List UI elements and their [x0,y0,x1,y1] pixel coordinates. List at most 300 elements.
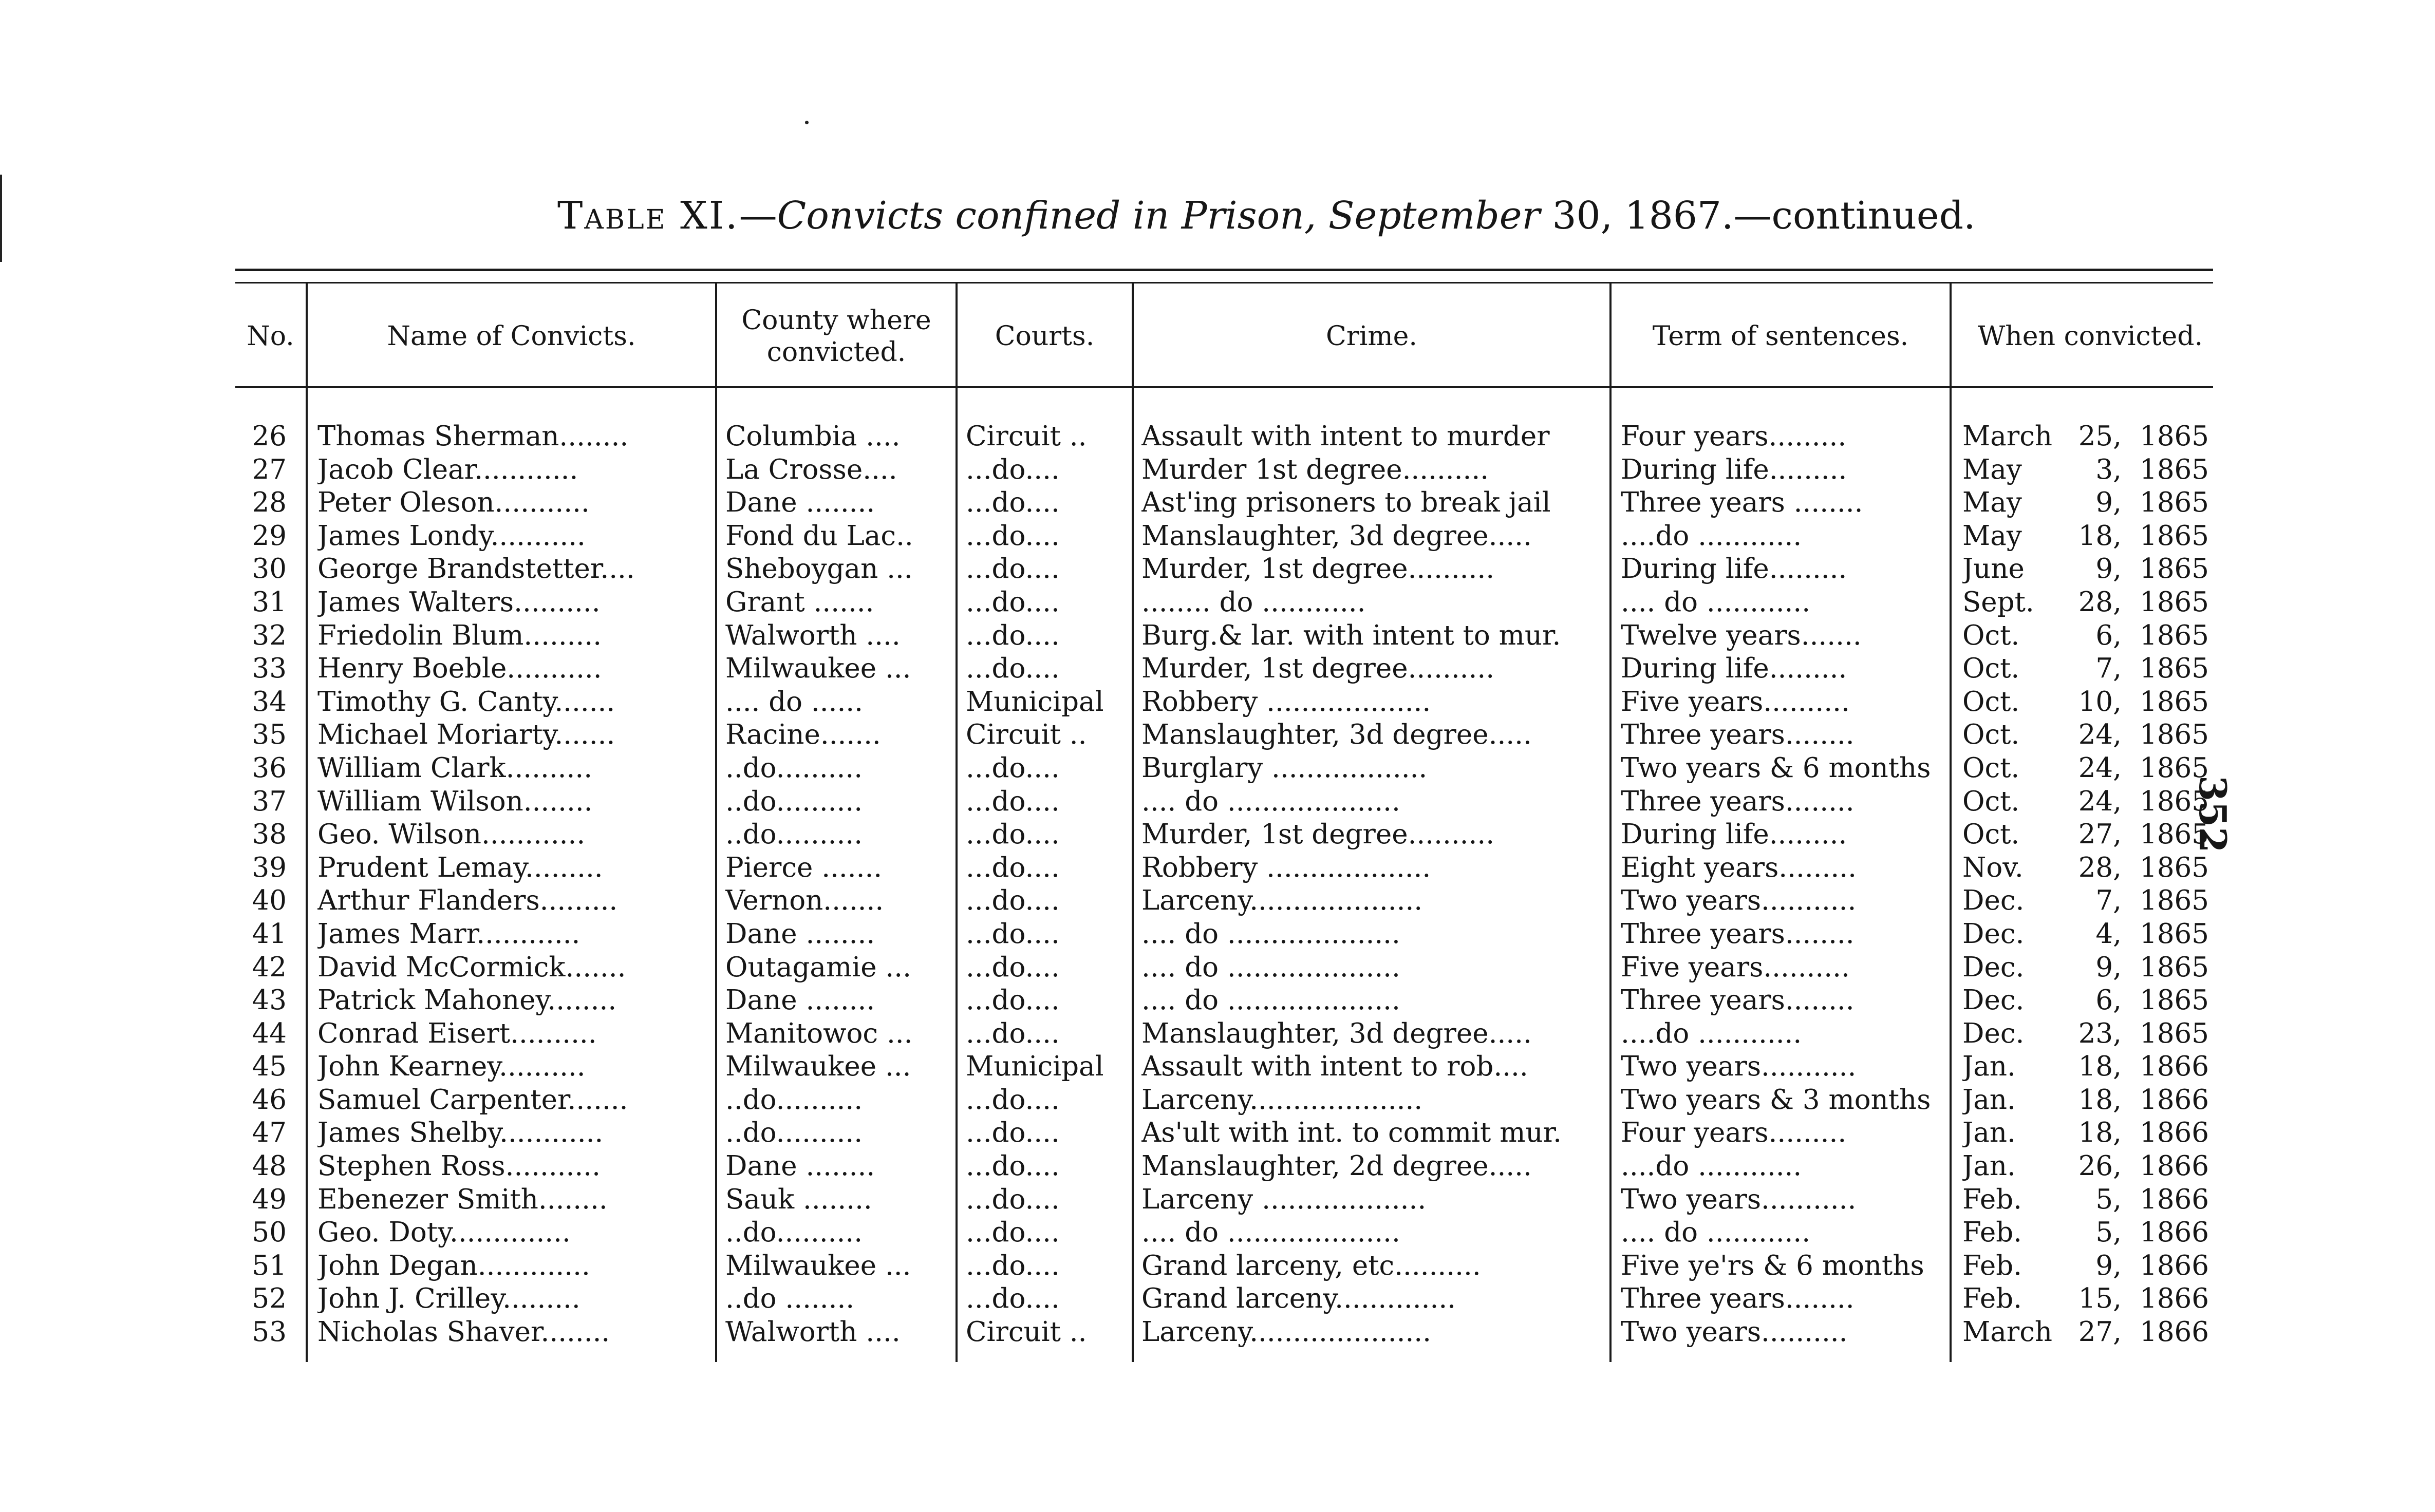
table-row [0,852,2435,885]
court: ...do.... [966,1117,1060,1149]
conviction-date [1962,553,2230,585]
row-number: 42 [252,951,287,983]
sentence-term: ....do ............ [1621,520,1802,552]
court: ...do.... [966,1183,1060,1215]
header-when: When convicted. [1977,321,2203,352]
title-subtitle: Convicts confined in Prison, September [777,194,1540,238]
county: Dane ........ [725,985,875,1016]
scan-margin-mark [0,175,2,262]
conviction-date [1962,984,2230,1017]
conviction-date [1962,852,2230,884]
row-number: 46 [252,1084,287,1116]
convict-name: Thomas Sherman........ [317,421,629,452]
conviction-date [1962,785,2230,818]
sentence-term: Two years........... [1621,1183,1857,1215]
convict-name: William Wilson........ [317,785,593,817]
crime: .... do .................... [1141,918,1400,950]
county: Milwaukee ... [725,1051,911,1083]
conviction-date [1962,884,2230,917]
crime: Manslaughter, 2d degree..... [1141,1150,1532,1182]
sentence-term: Three years ........ [1621,487,1863,519]
table-row [0,486,2435,520]
conviction-year: 1865 [2140,819,2209,850]
convict-name: James Londy........... [317,520,586,552]
conviction-month: Oct. [1962,619,2020,651]
conviction-year: 1866 [2140,1217,2209,1249]
table-row [0,652,2435,686]
sentence-term: Three years........ [1621,1283,1855,1315]
conviction-date [1962,1050,2230,1083]
county: Dane ........ [725,487,875,519]
conviction-day: 18, [2078,1051,2122,1083]
table-row [0,984,2435,1017]
county: Manitowoc ... [725,1017,913,1049]
conviction-month: Sept. [1962,586,2034,618]
conviction-day: 23, [2078,1017,2122,1049]
conviction-month: Oct. [1962,752,2020,784]
conviction-day: 28, [2078,586,2122,618]
county: Milwaukee ... [725,653,911,685]
court: ...do.... [966,1250,1060,1281]
row-number: 53 [252,1316,287,1348]
conviction-day: 27, [2078,1316,2122,1348]
conviction-year: 1865 [2140,586,2209,618]
sentence-term: .... do ............ [1621,1217,1811,1249]
row-number: 43 [252,985,287,1016]
conviction-year: 1865 [2140,785,2209,817]
conviction-day: 18, [2078,1084,2122,1116]
convict-name: Samuel Carpenter....... [317,1084,628,1116]
county: Outagamie ... [725,951,911,983]
row-number: 40 [252,885,287,917]
convict-name: John J. Crilley......... [317,1283,580,1315]
header-term: Term of sentences. [1652,321,1909,352]
table-row [0,951,2435,985]
sentence-term: Four years......... [1621,1117,1847,1149]
conviction-date [1962,1084,2230,1117]
row-number: 49 [252,1183,287,1215]
conviction-date [1962,752,2230,785]
conviction-date [1962,818,2230,851]
row-number: 36 [252,752,287,784]
row-number: 47 [252,1117,287,1149]
convict-name: Arthur Flanders......... [317,885,618,917]
table-row [0,1050,2435,1084]
conviction-date [1962,486,2230,519]
header-no: No. [247,321,294,352]
table-title [557,193,1976,239]
conviction-year: 1866 [2140,1250,2209,1281]
conviction-year: 1865 [2140,653,2209,685]
conviction-date [1962,719,2230,751]
crime: Larceny.................... [1141,1084,1423,1116]
court: ...do.... [966,752,1060,784]
row-number: 34 [252,686,287,717]
conviction-month: Jan. [1962,1117,2016,1149]
table-row [0,1117,2435,1150]
county: Fond du Lac.. [725,520,913,552]
crime: Robbery ................... [1141,852,1431,883]
row-number: 45 [252,1051,287,1083]
court: ...do.... [966,1283,1060,1315]
county: ..do.......... [725,785,863,817]
conviction-day: 7, [2095,885,2122,917]
conviction-year: 1865 [2140,885,2209,917]
conviction-month: Oct. [1962,819,2020,850]
top-rule-2 [235,282,2213,284]
court: Circuit .. [966,421,1087,452]
sentence-term: Two years & 6 months [1621,752,1931,784]
crime: .... do .................... [1141,951,1400,983]
conviction-month: Feb. [1962,1283,2022,1315]
convict-name: Timothy G. Canty....... [317,686,615,717]
conviction-day: 9, [2095,1250,2122,1281]
county: Dane ........ [725,918,875,950]
table-row [0,1216,2435,1250]
crime: Murder, 1st degree.......... [1141,553,1495,585]
table-row [0,785,2435,819]
court: ...do.... [966,653,1060,685]
sentence-term: Three years........ [1621,785,1855,817]
sentence-term: During life......... [1621,553,1847,585]
crime: Robbery ................... [1141,686,1431,717]
conviction-month: Oct. [1962,686,2020,717]
county: Vernon....... [725,885,884,917]
row-number: 39 [252,852,287,883]
table-row [0,752,2435,785]
conviction-month: Dec. [1962,1017,2025,1049]
county: Walworth .... [725,1316,901,1348]
crime: Manslaughter, 3d degree..... [1141,719,1532,751]
conviction-day: 18, [2078,520,2122,552]
crime: Murder, 1st degree.......... [1141,819,1495,850]
crime: Assault with intent to rob.... [1141,1051,1528,1083]
court: ...do.... [966,520,1060,552]
court: ...do.... [966,785,1060,817]
conviction-year: 1865 [2140,553,2209,585]
county: Walworth .... [725,619,901,651]
conviction-year: 1866 [2140,1183,2209,1215]
convict-name: Peter Oleson........... [317,487,590,519]
conviction-date [1962,1282,2230,1315]
table-row [0,719,2435,752]
crime: Larceny ................... [1141,1183,1427,1215]
court: Municipal [966,686,1104,717]
court: ...do.... [966,453,1060,485]
convict-name: James Walters.......... [317,586,601,618]
title-suffix: —continued. [1733,194,1976,238]
row-number: 50 [252,1217,287,1249]
convict-name: Patrick Mahoney........ [317,985,617,1016]
sentence-term: .... do ............ [1621,586,1811,618]
court: ...do.... [966,1017,1060,1049]
conviction-day: 24, [2078,719,2122,751]
row-number: 48 [252,1150,287,1182]
conviction-year: 1866 [2140,1084,2209,1116]
court: ...do.... [966,852,1060,883]
conviction-month: Oct. [1962,719,2020,751]
court: Municipal [966,1051,1104,1083]
court: ...do.... [966,885,1060,917]
court: ...do.... [966,487,1060,519]
row-number: 37 [252,785,287,817]
convict-name: David McCormick....... [317,951,626,983]
header-crime: Crime. [1326,321,1417,352]
court: ...do.... [966,918,1060,950]
convict-name: Friedolin Blum......... [317,619,602,651]
conviction-day: 7, [2095,653,2122,685]
conviction-month: March [1962,421,2053,452]
court: ...do.... [966,951,1060,983]
crime: ........ do ............ [1141,586,1366,618]
sentence-term: Two years & 3 months [1621,1084,1931,1116]
court: ...do.... [966,1084,1060,1116]
crime: Grand larceny.............. [1141,1283,1456,1315]
conviction-day: 24, [2078,785,2122,817]
row-number: 32 [252,619,287,651]
sentence-term: Two years........... [1621,885,1857,917]
convict-name: Nicholas Shaver........ [317,1316,610,1348]
sentence-term: Five years.......... [1621,686,1850,717]
convict-name: John Degan............. [317,1250,590,1281]
table-row [0,1316,2435,1349]
conviction-year: 1865 [2140,619,2209,651]
crime: .... do .................... [1141,1217,1400,1249]
convict-name: Jacob Clear............ [317,453,578,485]
convict-name: Michael Moriarty....... [317,719,615,751]
crime: Larceny.................... [1141,885,1423,917]
conviction-date [1962,686,2230,719]
conviction-day: 25, [2078,421,2122,452]
row-number: 41 [252,918,287,950]
conviction-month: Oct. [1962,785,2020,817]
conviction-day: 10, [2078,686,2122,717]
conviction-day: 18, [2078,1117,2122,1149]
table-row [0,686,2435,719]
table-row [0,884,2435,918]
sentence-term: ....do ............ [1621,1150,1802,1182]
row-number: 28 [252,487,287,519]
row-number: 52 [252,1283,287,1315]
county: Sheboygan ... [725,553,913,585]
top-rule-1 [235,269,2213,271]
county: Columbia .... [725,421,901,452]
conviction-month: May [1962,520,2022,552]
conviction-month: Jan. [1962,1084,2016,1116]
row-number: 38 [252,819,287,850]
conviction-year: 1865 [2140,719,2209,751]
row-number: 30 [252,553,287,585]
county: La Crosse.... [725,453,897,485]
crime: Assault with intent to murder [1141,421,1550,452]
conviction-year: 1865 [2140,686,2209,717]
row-number: 51 [252,1250,287,1281]
county: ..do.......... [725,1084,863,1116]
conviction-day: 9, [2095,553,2122,585]
county: Dane ........ [725,1150,875,1182]
table-row [0,553,2435,586]
convict-name: Geo. Doty.............. [317,1217,571,1249]
conviction-year: 1865 [2140,852,2209,883]
conviction-date [1962,453,2230,486]
table-row [0,1150,2435,1183]
row-number: 35 [252,719,287,751]
header-name: Name of Convicts. [387,321,636,352]
conviction-year: 1865 [2140,752,2209,784]
conviction-month: May [1962,487,2022,519]
sentence-term: Eight years......... [1621,852,1857,883]
conviction-day: 24, [2078,752,2122,784]
conviction-month: Feb. [1962,1183,2022,1215]
convict-name: Conrad Eisert.......... [317,1017,597,1049]
conviction-year: 1866 [2140,1150,2209,1182]
crime: Murder, 1st degree.......... [1141,653,1495,685]
table-body [0,420,2435,1349]
conviction-month: Dec. [1962,918,2025,950]
court: Circuit .. [966,1316,1087,1348]
sentence-term: ....do ............ [1621,1017,1802,1049]
crime: Burg.& lar. with intent to mur. [1141,619,1561,651]
court: ...do.... [966,985,1060,1016]
conviction-day: 6, [2095,619,2122,651]
sentence-term: Twelve years....... [1621,619,1862,651]
conviction-month: March [1962,1316,2053,1348]
convict-name: Prudent Lemay......... [317,852,603,883]
convict-name: James Shelby............ [317,1117,604,1149]
conviction-date [1962,520,2230,553]
conviction-month: Jan. [1962,1150,2016,1182]
conviction-year: 1865 [2140,1017,2209,1049]
county: Pierce ....... [725,852,883,883]
conviction-year: 1865 [2140,951,2209,983]
county: ..do.......... [725,1117,863,1149]
convict-name: George Brandstetter.... [317,553,635,585]
sentence-term: Two years........... [1621,1051,1857,1083]
conviction-date [1962,420,2230,453]
crime: As'ult with int. to commit mur. [1141,1117,1562,1149]
header-rule [235,386,2213,388]
conviction-day: 3, [2095,453,2122,485]
conviction-year: 1866 [2140,1316,2209,1348]
conviction-day: 9, [2095,951,2122,983]
conviction-month: Feb. [1962,1217,2022,1249]
scan-speck [805,121,809,124]
conviction-date [1962,1150,2230,1183]
sentence-term: Two years.......... [1621,1316,1848,1348]
conviction-year: 1865 [2140,918,2209,950]
court: ...do.... [966,1150,1060,1182]
conviction-month: Dec. [1962,885,2025,917]
conviction-month: May [1962,453,2022,485]
convict-name: Stephen Ross........... [317,1150,601,1182]
conviction-year: 1865 [2140,487,2209,519]
header-courts: Courts. [995,321,1095,352]
county: Racine....... [725,719,881,751]
conviction-year: 1866 [2140,1117,2209,1149]
convict-name: Ebenezer Smith........ [317,1183,608,1215]
row-number: 27 [252,453,287,485]
sentence-term: Five ye'rs & 6 months [1621,1250,1924,1281]
county: Milwaukee ... [725,1250,911,1281]
table-row [0,420,2435,453]
crime: .... do .................... [1141,985,1400,1016]
conviction-date [1962,1183,2230,1216]
conviction-day: 27, [2078,819,2122,850]
crime: .... do .................... [1141,785,1400,817]
table-row [0,1282,2435,1316]
conviction-day: 5, [2095,1183,2122,1215]
conviction-month: Feb. [1962,1250,2022,1281]
conviction-day: 4, [2095,918,2122,950]
conviction-year: 1866 [2140,1051,2209,1083]
convict-name: Geo. Wilson............ [317,819,586,850]
crime: Burglary .................. [1141,752,1428,784]
convict-name: John Kearney.......... [317,1051,586,1083]
county: ..do.......... [725,819,863,850]
crime: Murder 1st degree.......... [1141,453,1489,485]
table-row [0,818,2435,852]
county: ..do.......... [725,1217,863,1249]
row-number: 26 [252,421,287,452]
header-county: County where convicted. [741,305,931,368]
sentence-term: Five years.......... [1621,951,1850,983]
county: ..do.......... [725,752,863,784]
conviction-date [1962,1117,2230,1149]
crime: Ast'ing prisoners to break jail [1141,487,1551,519]
title-dash: — [739,194,777,238]
county: Sauk ........ [725,1183,872,1215]
county: .... do ...... [725,686,864,717]
conviction-date [1962,586,2230,619]
sentence-term: Three years........ [1621,985,1855,1016]
table-row [0,586,2435,619]
conviction-month: Oct. [1962,653,2020,685]
conviction-date [1962,1316,2230,1349]
county: Grant ....... [725,586,874,618]
crime: Grand larceny, etc.......... [1141,1250,1481,1281]
county: ..do ........ [725,1283,855,1315]
table-row [0,1250,2435,1283]
conviction-year: 1866 [2140,1283,2209,1315]
conviction-year: 1865 [2140,985,2209,1016]
table-row [0,1084,2435,1117]
conviction-year: 1865 [2140,453,2209,485]
title-date: 30, 1867. [1552,194,1734,238]
row-number: 29 [252,520,287,552]
row-number: 44 [252,1017,287,1049]
table-label: Table XI. [557,194,739,238]
conviction-day: 26, [2078,1150,2122,1182]
court: ...do.... [966,819,1060,850]
table-row [0,1017,2435,1051]
court: ...do.... [966,586,1060,618]
conviction-date [1962,652,2230,685]
sentence-term: Four years......... [1621,421,1847,452]
sentence-term: Three years........ [1621,719,1855,751]
crime: Manslaughter, 3d degree..... [1141,520,1532,552]
page-number: 352 [2191,776,2235,853]
conviction-day: 28, [2078,852,2122,883]
conviction-date [1962,1250,2230,1282]
court: ...do.... [966,1217,1060,1249]
table-row [0,619,2435,653]
sentence-term: During life......... [1621,653,1847,685]
conviction-month: Dec. [1962,985,2025,1016]
conviction-month: June [1962,553,2025,585]
convict-name: Henry Boeble........... [317,653,602,685]
conviction-day: 9, [2095,487,2122,519]
court: ...do.... [966,553,1060,585]
